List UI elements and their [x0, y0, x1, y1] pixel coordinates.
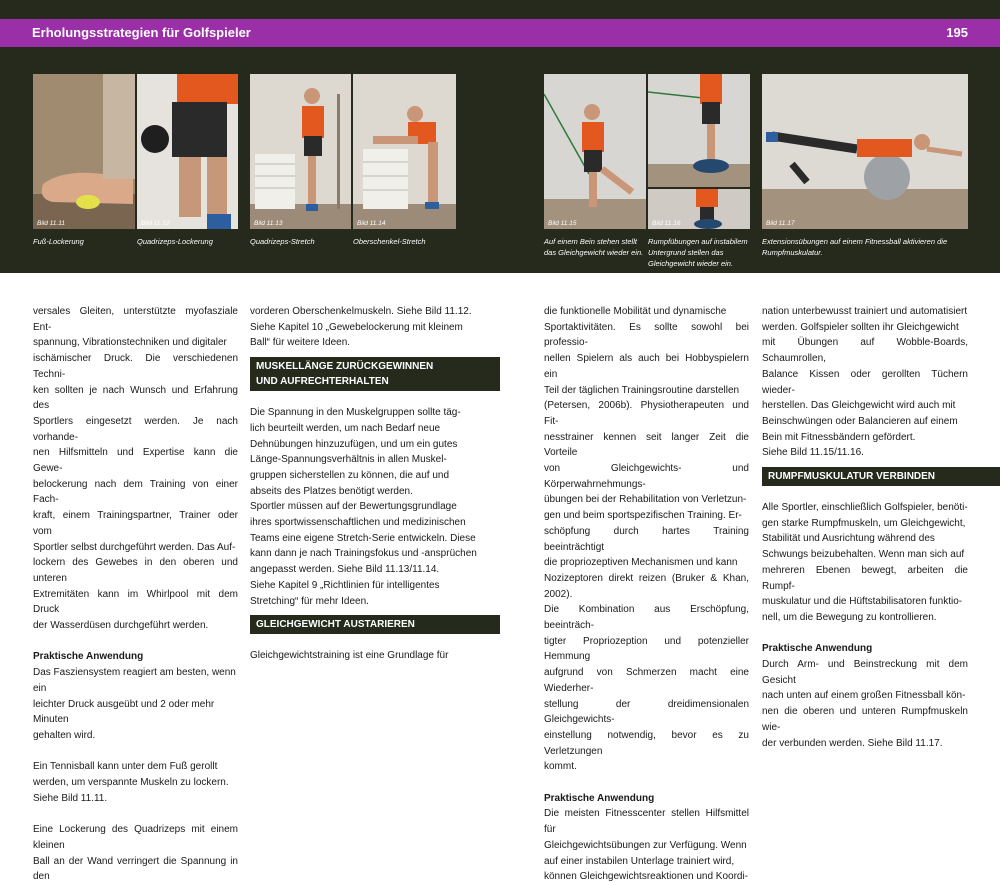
text-line: spannung, Vibrationstechniken und digitaler — [33, 337, 227, 349]
caption-thigh-stretch: Oberschenkel-Stretch — [353, 237, 426, 246]
text-line: Sportler selbst durchgeführt werden. Das Auf- — [33, 541, 236, 553]
caption-quad-stretch: Quadrizeps-Stretch — [250, 237, 315, 246]
paragraph — [33, 822, 238, 885]
text-line: mit Übungen auf Wobble-Boards, Schaumrollen, — [762, 337, 968, 365]
text-line: werden. Golfspieler sollten ihr Gleichgewicht — [762, 321, 959, 333]
caption-quad-release: Quadrizeps-Lockerung — [137, 237, 213, 246]
paragraph — [544, 806, 749, 885]
photo-label: Bild 11.16 — [652, 220, 681, 227]
text-line: lich beurteilt werden, um nach Bedarf neue — [250, 422, 441, 434]
text-line: Nozizeptoren direkt reizen (Bruker & Khan, 2002). — [544, 572, 749, 600]
text-line: Teil der täglichen Trainingsroutine darstellen — [544, 384, 740, 396]
text-line: tigter Propriozeption und potenzieller Hemmung — [544, 635, 749, 663]
paragraph — [33, 304, 238, 634]
text-line: von Gleichgewichts- und Körperwahrnehmungs- — [544, 463, 749, 490]
text-line: Balance Kissen oder gerollten Tüchern wieder- — [762, 368, 968, 396]
page-number: 195 — [946, 25, 968, 40]
text-line: Stabilität und Ausrichtung während des — [762, 533, 935, 545]
photo-thigh-stretch — [353, 74, 456, 229]
text-line: MUSKELLÄNGE ZURÜCKGEWINNEN — [256, 361, 434, 373]
photo-label: Bild 11.11 — [37, 220, 65, 227]
text-line: Eine Lockerung des Quadrizeps mit einem kleinen — [33, 824, 238, 851]
text-line: einstellung notwendig, bevor es zu Verletzungen — [544, 729, 749, 757]
text-line: die propriozeptiven Mechanismen und kann — [544, 557, 738, 569]
text-line: Untergrund stellen das — [648, 248, 724, 257]
photo-foot-release — [33, 74, 135, 229]
text-line: muskulatur und die Hüftstabilisatoren funktio- — [762, 596, 963, 608]
subheading-practical-application: Praktische Anwendung — [544, 792, 655, 804]
text-line: abseits des Platzes benötigt werden. — [250, 485, 413, 497]
text-line: der verbunden werden. Siehe Bild 11.17. — [762, 737, 943, 749]
text-line: Ball“ für weitere Ideen. — [250, 337, 351, 349]
paragraph — [33, 665, 238, 744]
photo-wobble-board-bottom — [648, 189, 750, 229]
text-line: Beinschwüngen oder Balancieren auf einem — [762, 415, 958, 427]
text-line: Siehe Bild 11.15/11.16. — [762, 447, 864, 459]
chapter-header — [0, 19, 1000, 47]
photo-label: Bild 11.14 — [357, 220, 386, 227]
section-heading-muscle-length — [250, 357, 500, 391]
text-line: Extensionsübungen auf einem Fitnessball aktivieren die — [762, 237, 948, 246]
paragraph — [33, 759, 238, 806]
text-line: mehreren Ebenen bewegt, arbeiten die Rumpf- — [762, 564, 968, 592]
text-line: Siehe Kapitel 9 „Richtlinien für intelligentes — [250, 579, 440, 591]
paragraph — [544, 304, 749, 775]
caption-fitness-ball — [762, 236, 947, 258]
text-line: kann dann je nach Trainingsfokus und -ansprüchen — [250, 548, 477, 560]
text-line: Durch Arm- und Beinstreckung mit dem Gesicht — [762, 659, 968, 686]
text-line: Länge-Spannungsverhältnis in allen Muskel- — [250, 454, 447, 466]
text-line: Siehe Bild 11.11. — [33, 792, 108, 804]
text-line: Das Fasziensystem reagiert am besten, wenn ein — [33, 667, 236, 694]
text-line: vorderen Oberschenkelmuskeln. Siehe Bild 11.12. — [250, 306, 472, 317]
text-line: leichter Druck ausgeübt und 2 oder mehr Minuten — [33, 698, 215, 726]
text-line: lockern des Gewebes in den oberen und unteren — [33, 557, 238, 584]
text-line: Sportaktivitäten. Es sollte sowohl bei professio- — [544, 321, 749, 349]
text-line: Rumpfübungen auf instabilem — [648, 237, 748, 246]
text-line: Gleichgewichtsübungen zur Verfügung. Wenn — [544, 839, 747, 851]
text-line: werden, um verspannte Muskeln zu lockern. — [33, 777, 229, 789]
text-line: Dehnübungen hinzuzufügen, und um ein gutes — [250, 438, 458, 450]
text-line: Die meisten Fitnesscenter stellen Hilfsmittel für — [544, 808, 749, 836]
text-line: stellung der dreidimensionalen Gleichgewichts- — [544, 698, 749, 726]
chapter-title: Erholungsstrategien für Golfspieler — [32, 25, 251, 40]
photo-quad-stretch — [250, 74, 351, 229]
subheading-practical-application: Praktische Anwendung — [762, 643, 873, 655]
text-line: versales Gleiten, unterstützte myofasziale Ent- — [33, 306, 238, 333]
photo-label: Bild 11.13 — [254, 220, 283, 227]
paragraph — [250, 405, 500, 609]
text-line: der Wasserdüsen durchgeführt werden. — [33, 620, 209, 632]
text-line: Ball an der Wand verringert die Spannung in den — [33, 855, 238, 883]
caption-wobble-board — [648, 236, 748, 269]
photo-label: Bild 11.15 — [548, 220, 577, 227]
photo-wobble-board-top — [648, 74, 750, 187]
text-line: Bein mit Fitnessbändern gefördert. — [762, 431, 916, 443]
text-line: herstellen. Das Gleichgewicht wird auch mit — [762, 400, 956, 412]
photo-label: Bild 11.17 — [766, 220, 795, 227]
text-line: gen und beim sportspezifischen Training. Er- — [544, 510, 742, 522]
paragraph — [762, 500, 968, 626]
text-line: UND AUFRECHTERHALTEN — [256, 376, 389, 388]
text-column-2 — [250, 304, 500, 664]
text-line: Stretching“ für mehr Ideen. — [250, 595, 369, 607]
text-line: übungen bei der Rehabilitation von Verletzun- — [544, 494, 747, 506]
section-heading-balance — [250, 615, 500, 634]
text-line: ischämischer Druck. Die verschiedenen Techni- — [33, 353, 238, 380]
text-line: kommt. — [544, 761, 577, 773]
text-line: Siehe Kapitel 10 „Gewebelockerung mit kleinem — [250, 321, 463, 333]
text-line: ken sollten je nach Wunsch und Erfahrung des — [33, 384, 238, 412]
text-line: aufgrund von Schmerzen macht eine Wiederher- — [544, 667, 749, 694]
text-line: nen Hilfsmitteln und Expertise kann die Gewe- — [33, 447, 238, 475]
paragraph — [762, 657, 968, 751]
photo-one-leg-stand — [544, 74, 646, 229]
caption-foot-release: Fuß-Lockerung — [33, 237, 84, 246]
text-line: Gleichgewichtstraining ist eine Grundlage für — [250, 650, 449, 662]
paragraph — [762, 304, 968, 461]
text-column-1 — [33, 304, 238, 885]
subheading-practical-application: Praktische Anwendung — [33, 651, 144, 663]
text-line: auf einer instabilen Unterlage trainiert wird, — [544, 855, 735, 867]
text-line: schöpfung durch hartes Training beeinträchtigt — [544, 525, 749, 553]
text-line: GLEICHGEWICHT AUSTARIEREN — [256, 619, 415, 631]
text-line: Die Spannung in den Muskelgruppen sollte täg- — [250, 407, 461, 419]
text-line: RUMPFMUSKULATUR VERBINDEN — [768, 471, 936, 483]
text-line: das Gleichgewicht wieder ein. — [544, 248, 644, 257]
text-line: nen die oberen und unteren Rumpfmuskeln wie- — [762, 706, 968, 733]
text-line: gen starke Rumpfmuskeln, um Gleichgewicht, — [762, 517, 966, 529]
text-line: Sportlers eingesetzt werden. Je nach vorhande- — [33, 415, 238, 443]
text-line: belockerung nach dem Training von einer Fach- — [33, 478, 238, 506]
text-line: Rumpfmuskulatur. — [762, 248, 823, 257]
text-line: gruppen sicherstellen zu können, die auf und — [250, 469, 450, 481]
text-line: (Petersen, 2006b). Physiotherapeuten und Fit- — [544, 400, 749, 427]
text-line: nell, um die Bewegung zu kontrollieren. — [762, 611, 937, 623]
paragraph — [250, 304, 500, 351]
section-heading-core-muscles — [762, 467, 1000, 486]
photo-label: Bild 11.12 — [141, 220, 170, 227]
paragraph — [250, 648, 500, 664]
text-line: Schwungs beizubehalten. Wenn man sich auf — [762, 549, 965, 561]
text-line: Die Kombination aus Erschöpfung, beeinträch- — [544, 604, 749, 632]
text-line: kraft, einem Trainingspartner, Trainer oder vom — [33, 510, 238, 537]
text-line: Gleichgewicht wieder ein. — [648, 259, 734, 268]
text-line: nellen Spielern als auch bei Hobbyspielern ein — [544, 353, 749, 380]
text-line: Teams eine eigene Stretch-Serie entwickeln. Diese — [250, 532, 476, 544]
photo-quad-release — [137, 74, 238, 229]
text-column-4 — [762, 304, 968, 751]
text-line: Auf einem Bein stehen stellt — [544, 237, 637, 246]
text-column-3 — [544, 304, 749, 885]
photo-fitness-ball-extension — [762, 74, 968, 229]
text-line: die funktionelle Mobilität und dynamische — [544, 306, 727, 317]
text-line: Extremitäten kann im Whirlpool mit dem Druck — [33, 588, 238, 616]
text-line: Alle Sportler, einschließlich Golfspieler, benöti- — [762, 502, 968, 514]
text-line: können Gleichgewichtsreaktionen und Koordi- — [544, 871, 749, 883]
text-line: angepasst werden. Siehe Bild 11.13/11.14. — [250, 564, 440, 576]
text-line: nach unten auf einem großen Fitnessball kön- — [762, 690, 966, 702]
text-line: ihres sportwissenschaftlichen und medizinischen — [250, 517, 466, 529]
caption-one-leg-stand — [544, 236, 643, 258]
text-line: Ein Tennisball kann unter dem Fuß gerollt — [33, 761, 218, 773]
text-line: Sportler müssen auf der Bewertungsgrundlage — [250, 501, 457, 513]
text-line: nesstrainer kennen seit langer Zeit die Vorteile — [544, 431, 749, 459]
text-line: nation unterbewusst trainiert und automatisiert — [762, 306, 968, 317]
text-line: gehalten wird. — [33, 729, 96, 741]
